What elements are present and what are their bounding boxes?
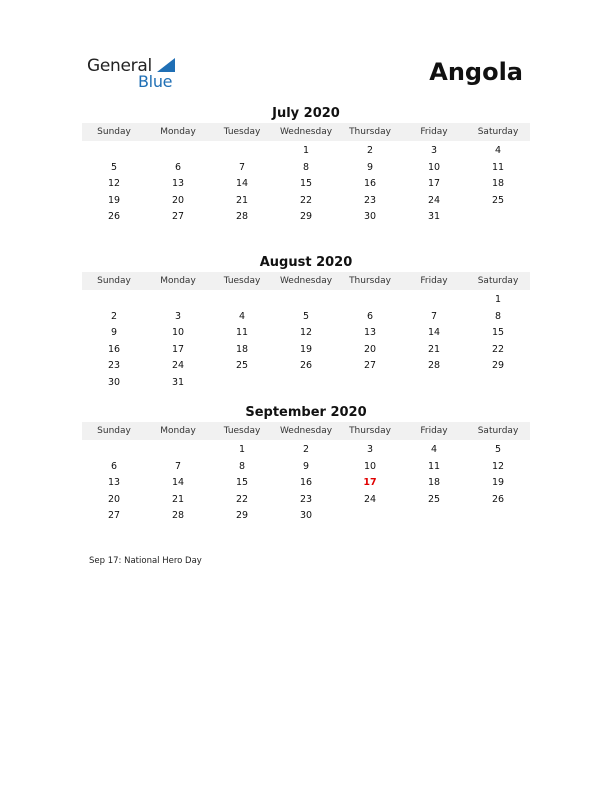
day-cell: 15 <box>491 327 505 339</box>
weekday-label: Monday <box>160 426 196 436</box>
empty-day-cell <box>466 375 530 392</box>
empty-day-cell <box>210 292 274 309</box>
day-cell: 8 <box>494 310 502 322</box>
logo-triangle-icon <box>157 58 175 72</box>
logo-text-blue: Blue <box>138 72 173 91</box>
weekday-label: Wednesday <box>279 276 333 286</box>
day-cell: 6 <box>366 310 374 322</box>
day-cell: 29 <box>235 510 249 522</box>
empty-day-cell <box>82 292 146 309</box>
general-blue-logo <box>87 56 187 92</box>
day-cell: 17 <box>427 178 441 190</box>
day-cell: 3 <box>174 310 182 322</box>
empty-day-cell <box>466 508 530 525</box>
day-cell: 12 <box>491 460 505 472</box>
weekday-label: Thursday <box>349 276 391 286</box>
day-grid <box>82 440 530 525</box>
day-cell: 23 <box>107 360 121 372</box>
day-cell: 24 <box>427 194 441 206</box>
day-cell: 20 <box>107 493 121 505</box>
day-cell: 18 <box>235 343 249 355</box>
day-cell: 22 <box>235 493 249 505</box>
weekday-header <box>82 422 530 440</box>
empty-day-cell <box>338 375 402 392</box>
month-title: September 2020 <box>245 405 367 420</box>
empty-day-cell <box>274 375 338 392</box>
day-cell: 21 <box>235 194 249 206</box>
day-cell: 31 <box>427 211 441 223</box>
day-cell: 21 <box>427 343 441 355</box>
day-cell: 3 <box>366 444 374 455</box>
weekday-label: Thursday <box>349 127 391 137</box>
day-cell: 27 <box>363 360 377 372</box>
day-cell: 27 <box>171 211 185 223</box>
empty-day-cell <box>338 508 402 525</box>
day-cell: 25 <box>235 360 249 372</box>
day-cell: 22 <box>491 343 505 355</box>
weekday-label: Sunday <box>97 127 131 137</box>
day-cell: 15 <box>235 477 249 489</box>
day-cell: 9 <box>366 161 374 173</box>
empty-day-cell <box>402 375 466 392</box>
weekday-label: Monday <box>160 127 196 137</box>
day-cell: 25 <box>491 194 505 206</box>
month-september <box>82 404 530 525</box>
day-cell: 6 <box>174 161 182 173</box>
day-cell: 1 <box>494 294 502 305</box>
day-cell: 15 <box>299 178 313 190</box>
day-cell: 18 <box>427 477 441 489</box>
day-cell: 30 <box>363 211 377 223</box>
day-cell: 28 <box>235 211 249 223</box>
month-title: August 2020 <box>259 255 353 270</box>
day-cell: 9 <box>302 460 310 472</box>
day-cell: 2 <box>110 310 118 322</box>
day-cell: 3 <box>430 145 438 156</box>
day-cell: 7 <box>174 460 182 472</box>
day-cell: 14 <box>427 327 441 339</box>
logo-text-general: General <box>87 56 152 76</box>
holiday-day-cell: 17 <box>363 477 377 489</box>
day-cell: 18 <box>491 178 505 190</box>
empty-day-cell <box>82 442 146 459</box>
day-cell: 24 <box>363 493 377 505</box>
day-cell: 8 <box>238 460 246 472</box>
holiday-notes <box>89 556 202 566</box>
day-cell: 26 <box>107 211 121 223</box>
weekday-label: Monday <box>160 276 196 286</box>
country-title: Angola <box>429 58 523 86</box>
empty-day-cell <box>210 375 274 392</box>
month-august <box>82 254 530 392</box>
day-cell: 13 <box>107 477 121 489</box>
weekday-header <box>82 272 530 290</box>
empty-day-cell <box>466 209 530 226</box>
day-cell: 10 <box>171 327 185 339</box>
empty-day-cell <box>146 442 210 459</box>
day-cell: 26 <box>491 493 505 505</box>
weekday-label: Friday <box>420 276 448 286</box>
day-cell: 29 <box>299 211 313 223</box>
day-cell: 28 <box>427 360 441 372</box>
month-july <box>82 105 530 226</box>
weekday-label: Sunday <box>97 276 131 286</box>
day-cell: 7 <box>430 310 438 322</box>
day-cell: 10 <box>363 460 377 472</box>
day-cell: 8 <box>302 161 310 173</box>
weekday-label: Tuesday <box>223 426 261 436</box>
day-cell: 17 <box>171 343 185 355</box>
weekday-label: Thursday <box>349 426 391 436</box>
empty-day-cell <box>338 292 402 309</box>
day-cell: 14 <box>171 477 185 489</box>
day-cell: 20 <box>363 343 377 355</box>
day-cell: 23 <box>299 493 313 505</box>
weekday-label: Wednesday <box>279 426 333 436</box>
day-cell: 11 <box>491 161 505 173</box>
weekday-label: Sunday <box>97 426 131 436</box>
day-cell: 4 <box>494 145 502 156</box>
day-cell: 23 <box>363 194 377 206</box>
day-cell: 13 <box>171 178 185 190</box>
day-cell: 29 <box>491 360 505 372</box>
day-cell: 12 <box>299 327 313 339</box>
day-grid <box>82 141 530 226</box>
day-cell: 26 <box>299 360 313 372</box>
day-cell: 31 <box>171 376 185 388</box>
day-cell: 20 <box>171 194 185 206</box>
weekday-label: Friday <box>420 426 448 436</box>
day-cell: 24 <box>171 360 185 372</box>
weekday-label: Wednesday <box>279 127 333 137</box>
day-cell: 16 <box>299 477 313 489</box>
day-cell: 16 <box>107 343 121 355</box>
weekday-label: Friday <box>420 127 448 137</box>
month-title: July 2020 <box>272 106 340 121</box>
holiday-note: Sep 17: National Hero Day <box>89 556 202 566</box>
day-cell: 22 <box>299 194 313 206</box>
day-cell: 13 <box>363 327 377 339</box>
empty-day-cell <box>402 508 466 525</box>
weekday-label: Tuesday <box>223 276 261 286</box>
day-cell: 5 <box>494 444 502 455</box>
day-cell: 12 <box>107 178 121 190</box>
day-grid <box>82 290 530 392</box>
day-cell: 5 <box>302 310 310 322</box>
day-cell: 27 <box>107 510 121 522</box>
weekday-header <box>82 123 530 141</box>
day-cell: 2 <box>366 145 374 156</box>
day-cell: 10 <box>427 161 441 173</box>
day-cell: 11 <box>235 327 249 339</box>
day-cell: 11 <box>427 460 441 472</box>
empty-day-cell <box>82 143 146 160</box>
day-cell: 2 <box>302 444 310 455</box>
day-cell: 16 <box>363 178 377 190</box>
day-cell: 19 <box>491 477 505 489</box>
empty-day-cell <box>146 143 210 160</box>
day-cell: 19 <box>299 343 313 355</box>
day-cell: 9 <box>110 327 118 339</box>
empty-day-cell <box>402 292 466 309</box>
day-cell: 21 <box>171 493 185 505</box>
day-cell: 25 <box>427 493 441 505</box>
empty-day-cell <box>146 292 210 309</box>
day-cell: 1 <box>238 444 246 455</box>
day-cell: 30 <box>107 376 121 388</box>
weekday-label: Saturday <box>477 426 519 436</box>
day-cell: 5 <box>110 161 118 173</box>
day-cell: 1 <box>302 145 310 156</box>
day-cell: 6 <box>110 460 118 472</box>
day-cell: 4 <box>238 310 246 322</box>
weekday-label: Saturday <box>477 127 519 137</box>
empty-day-cell <box>274 292 338 309</box>
day-cell: 28 <box>171 510 185 522</box>
empty-day-cell <box>210 143 274 160</box>
weekday-label: Saturday <box>477 276 519 286</box>
day-cell: 14 <box>235 178 249 190</box>
day-cell: 19 <box>107 194 121 206</box>
day-cell: 7 <box>238 161 246 173</box>
weekday-label: Tuesday <box>223 127 261 137</box>
day-cell: 4 <box>430 444 438 455</box>
day-cell: 30 <box>299 510 313 522</box>
